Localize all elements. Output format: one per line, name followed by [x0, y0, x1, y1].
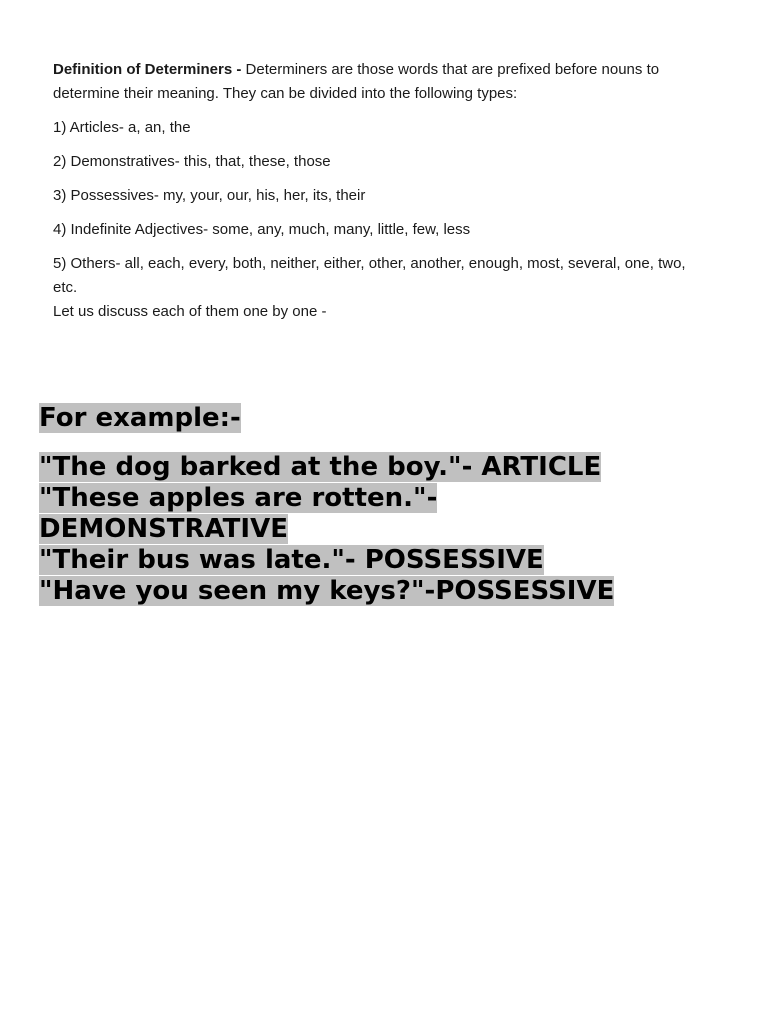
- definition-section: [53, 58, 693, 324]
- definition-text: Determiners are those words that are prefixed before nouns to determine their meaning. They can be divided into the following types:: [53, 61, 660, 102]
- definition-term: Definition of Determiners -: [53, 61, 242, 78]
- example-line: "These apples are rotten."-: [39, 483, 438, 513]
- examples-heading-text: For example:-: [39, 403, 241, 433]
- examples-list: [39, 452, 739, 607]
- list-item: 3) Possessives- my, your, our, his, her, its, their: [53, 187, 366, 204]
- list-item: 4) Indefinite Adjectives- some, any, much, many, little, few, less: [53, 221, 471, 238]
- example-line: "Their bus was late."- POSSESSIVE: [39, 545, 544, 575]
- example-line: DEMONSTRATIVE: [39, 514, 288, 544]
- list-item: 5) Others- all, each, every, both, neither, either, other, another, enough, most, several, one, two, etc.: [53, 255, 686, 296]
- closing-sentence: Let us discuss each of them one by one -: [53, 303, 327, 320]
- examples-section: [39, 403, 739, 607]
- determiner-types-list: [53, 116, 693, 300]
- example-line: "The dog barked at the boy."- ARTICLE: [39, 452, 602, 482]
- example-line: "Have you seen my keys?"-POSSESSIVE: [39, 576, 615, 606]
- definition-paragraph: [53, 58, 693, 106]
- list-item: 2) Demonstratives- this, that, these, those: [53, 153, 331, 170]
- list-item: 1) Articles- a, an, the: [53, 119, 191, 136]
- examples-heading: [39, 403, 739, 434]
